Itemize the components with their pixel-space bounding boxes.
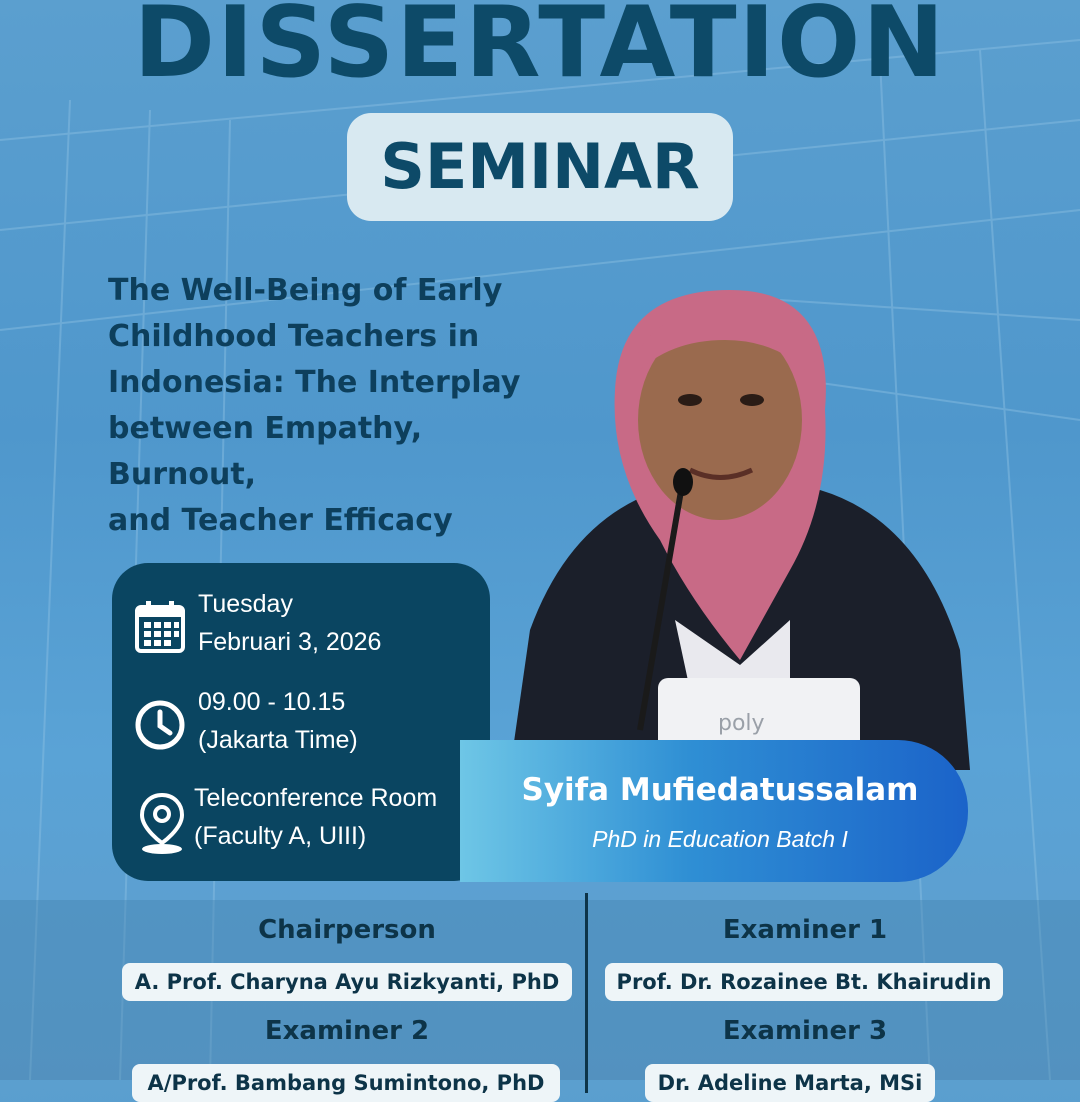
thesis-title-line: and Teacher Efficacy (108, 503, 453, 538)
location-pin-icon (136, 791, 188, 843)
schedule-timezone: (Jakarta Time) (198, 726, 358, 754)
time-text (198, 683, 358, 759)
seminar-subtitle: SEMINAR (380, 130, 700, 203)
date-text (198, 585, 381, 661)
location-row (112, 779, 490, 869)
name-examiner-1: Prof. Dr. Rozainee Bt. Khairudin (605, 963, 1003, 1001)
role-examiner-2: Examiner 2 (264, 1016, 430, 1046)
role-examiner-1: Examiner 1 (722, 915, 888, 945)
role-examiner-3: Examiner 3 (722, 1016, 888, 1046)
presenter-banner (460, 740, 968, 882)
location-text (194, 779, 437, 855)
thesis-title-line: Childhood Teachers in (108, 319, 480, 354)
schedule-room-detail: (Faculty A, UIII) (194, 822, 367, 850)
seminar-subtitle-pill (347, 113, 733, 221)
clock-icon (134, 699, 186, 751)
date-row (112, 585, 490, 675)
schedule-room: Teleconference Room (194, 784, 438, 812)
name-examiner-3: Dr. Adeline Marta, MSi (645, 1064, 935, 1102)
name-examiner-2: A/Prof. Bambang Sumintono, PhD (132, 1064, 560, 1102)
seminar-title: DISSERTATION (133, 0, 947, 100)
thesis-title-line: between Empathy, Burnout, (108, 411, 423, 492)
schedule-day: Tuesday (198, 590, 293, 618)
calendar-icon (134, 599, 186, 651)
presenter-photo (490, 270, 990, 770)
schedule-card (112, 563, 490, 881)
role-chairperson: Chairperson (258, 915, 436, 945)
presenter-program: PhD in Education Batch I (592, 826, 848, 852)
time-row (112, 683, 490, 773)
name-chairperson: A. Prof. Charyna Ayu Rizkyanti, PhD (122, 963, 572, 1001)
schedule-date: Februari 3, 2026 (198, 628, 382, 656)
presenter-name: Syifa Mufiedatussalam (521, 772, 919, 808)
thesis-title-line: Indonesia: The Interplay (108, 365, 521, 400)
thesis-title-line: The Well-Being of Early (108, 273, 503, 308)
schedule-time: 09.00 - 10.15 (198, 688, 346, 716)
laptop-brand: poly (718, 711, 765, 736)
